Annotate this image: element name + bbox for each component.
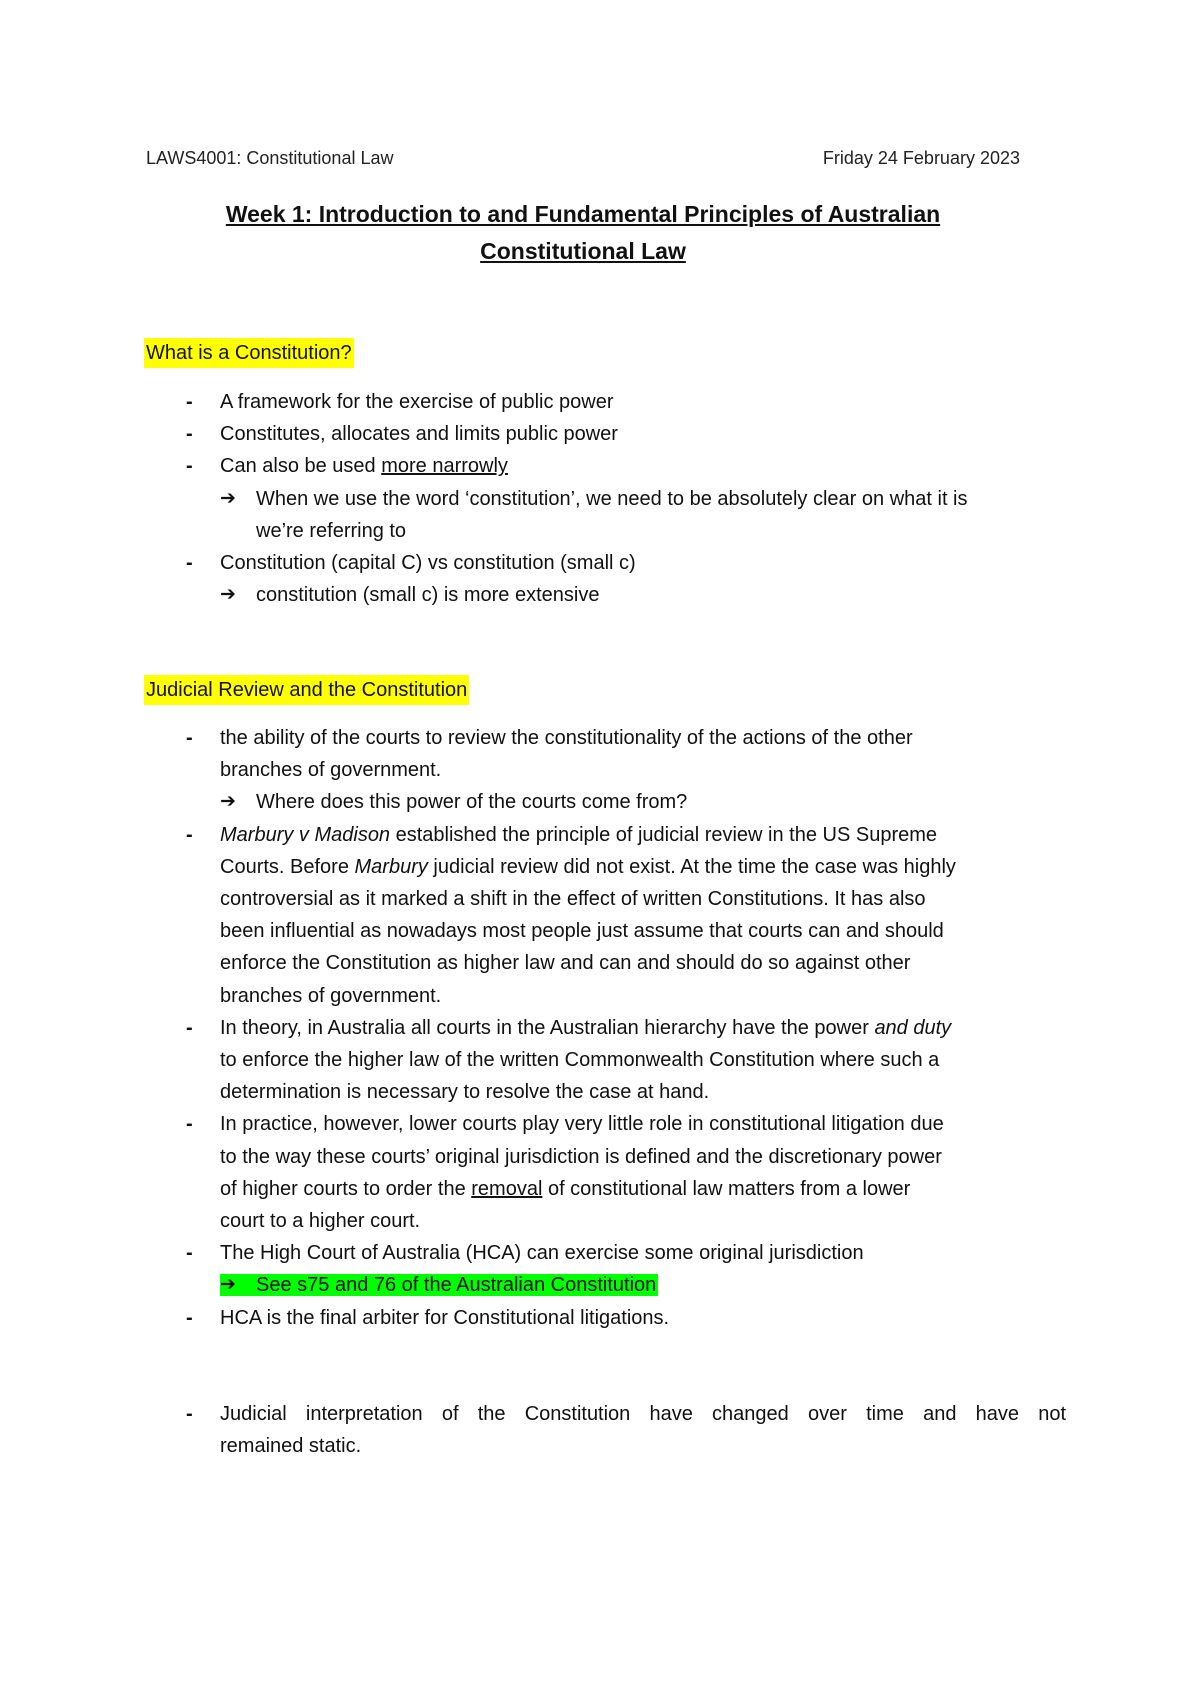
dash-bullet: - bbox=[186, 423, 193, 446]
arrow-icon: ➔ bbox=[220, 791, 236, 813]
dash-bullet: - bbox=[186, 1402, 193, 1425]
underlined-text: more narrowly bbox=[381, 455, 508, 478]
sub-item: ➔ When we use the word ‘constitution’, we need to be absolutely clear on what it is we’re referring to bbox=[146, 483, 1066, 547]
section-heading-judicial-review: Judicial Review and the Constitution bbox=[144, 675, 469, 705]
list-item: - Constitutes, allocates and limits public power bbox=[146, 418, 1066, 450]
italic-text: and duty bbox=[874, 1016, 952, 1039]
dash-bullet: - bbox=[186, 1242, 193, 1265]
section-2-list bbox=[146, 722, 1066, 1462]
dash-bullet: - bbox=[186, 1306, 193, 1329]
dash-bullet: - bbox=[186, 823, 193, 846]
list-item: - HCA is the final arbiter for Constitutional litigations. bbox=[146, 1302, 1066, 1334]
sub-item: ➔ Where does this power of the courts come from? bbox=[146, 786, 1066, 818]
dash-bullet: - bbox=[186, 727, 193, 749]
list-item: - Judicial interpretation of the Constitution have changed over time and have not remained static. bbox=[146, 1398, 1066, 1462]
arrow-icon: ➔ bbox=[220, 487, 236, 509]
list-item: - Constitution (capital C) vs constitution (small c) bbox=[146, 547, 1066, 579]
dash-bullet: - bbox=[186, 1016, 193, 1039]
list-item: - Can also be used more narrowly bbox=[146, 450, 1066, 482]
sub-item: ➔ constitution (small c) is more extensive bbox=[146, 579, 1066, 611]
green-highlight: ➔ See s75 and 76 of the Australian Constitution bbox=[220, 1274, 658, 1296]
list-item: - The High Court of Australia (HCA) can exercise some original jurisdiction bbox=[146, 1237, 1066, 1269]
list-item: - the ability of the courts to review the constitutionality of the actions of the other branches of government. bbox=[146, 722, 1066, 786]
section-1-list bbox=[146, 386, 1066, 611]
list-item: - In theory, in Australia all courts in the Australian hierarchy have the power and duty to enforce the higher law of the written Commonwealth Constitution where such a determination is necessary to resolve the case at hand. bbox=[146, 1012, 1066, 1109]
title-line-1: Week 1: Introduction to and Fundamental Principles of Australian bbox=[225, 201, 941, 227]
blank-line bbox=[146, 1334, 1066, 1398]
course-code: LAWS4001: Constitutional Law bbox=[146, 148, 394, 168]
title-line-2: Constitutional Law bbox=[480, 238, 686, 264]
list-item: - Marbury v Madison established the principle of judicial review in the US Supreme Courts. Before Marbury judicial review did not exist. At the time the case was highly controversial as it marked a shift in the effect of written Constitutions. It has also been influential as nowadays most people just assume that courts can and should enforce the Constitution as higher law and can and should do so against other branches of government. bbox=[146, 819, 1066, 1012]
underlined-text: removal bbox=[471, 1177, 543, 1200]
sub-item bbox=[146, 1269, 1066, 1301]
case-name-italic: Marbury bbox=[354, 855, 428, 878]
arrow-icon: ➔ bbox=[220, 584, 236, 606]
section-heading-what-is-constitution: What is a Constitution? bbox=[144, 338, 354, 368]
case-name-italic: Marbury v Madison bbox=[220, 823, 391, 846]
dash-bullet: - bbox=[186, 1113, 193, 1136]
dash-bullet: - bbox=[186, 552, 193, 575]
page-title bbox=[146, 196, 1020, 270]
lecture-date: Friday 24 February 2023 bbox=[822, 148, 1020, 168]
list-item: - A framework for the exercise of public power bbox=[146, 386, 1066, 418]
dash-bullet: - bbox=[186, 455, 193, 478]
arrow-icon: ➔ bbox=[220, 1274, 236, 1296]
dash-bullet: - bbox=[186, 391, 193, 413]
list-item: - In practice, however, lower courts play very little role in constitutional litigation due to the way these courts’ original jurisdiction is defined and the discretionary power of higher courts to order the removal of constitutional law matters from a lower court to a higher court. bbox=[146, 1108, 1066, 1237]
page-header bbox=[146, 148, 1020, 169]
